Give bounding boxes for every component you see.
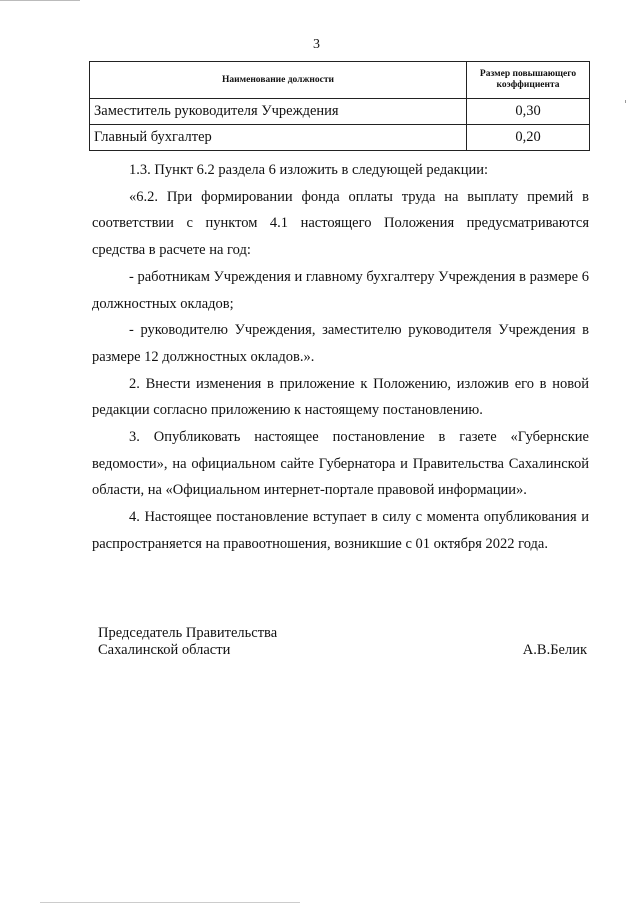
coefficient-table (89, 61, 590, 151)
paragraph: 3. Опубликовать настоящее постановление в газете «Губернские ведомости», на официальном сайте Губернатора и Правительства Сахалинской области, на «Официальном интернет-портале правовой информации». (92, 429, 589, 499)
document-body (92, 157, 589, 558)
paragraph: 1.3. Пункт 6.2 раздела 6 изложить в следующей редакции: (129, 162, 489, 178)
scan-artifact (625, 100, 626, 103)
column-header-coefficient: Размер повышающего коэффициента (467, 62, 590, 99)
paragraph: 2. Внести изменения в приложение к Положению, изложив его в новой редакции согласно приложению к настоящему постановлению. (92, 375, 589, 419)
scan-artifact (40, 902, 300, 903)
cell-coefficient: 0,30 (467, 99, 590, 125)
signature-block (98, 625, 589, 659)
cell-position: Главный бухгалтер (90, 125, 467, 151)
table-row (90, 125, 590, 151)
paragraph: - руководителю Учреждения, заместителю руководителя Учреждения в размере 12 должностных окладов.». (92, 322, 589, 365)
signatory-title-line1: Председатель Правительства (98, 625, 278, 641)
cell-position: Заместитель руководителя Учреждения (90, 99, 467, 125)
signatory-title-line2: Сахалинской области (98, 642, 231, 658)
paragraph: - работникам Учреждения и главному бухгалтеру Учреждения в размере 6 должностных окладов; (92, 268, 589, 312)
column-header-position: Наименование должности (90, 62, 467, 99)
signatory-name: А.В.Белик (522, 642, 587, 658)
scan-artifact (0, 0, 80, 1)
table-header-row (90, 62, 590, 99)
cell-coefficient: 0,20 (467, 125, 590, 151)
table-row (90, 99, 590, 125)
paragraph: «6.2. При формировании фонда оплаты труда на выплату премий в соответствии с пунктом 4.1 настоящего Положения предусматриваются средства в расчете на год: (92, 188, 589, 259)
page-number: 3 (313, 37, 320, 52)
paragraph: 4. Настоящее постановление вступает в силу с момента опубликования и распространяется на правоотношения, возникшие с 01 октября 2022 года. (92, 509, 589, 552)
